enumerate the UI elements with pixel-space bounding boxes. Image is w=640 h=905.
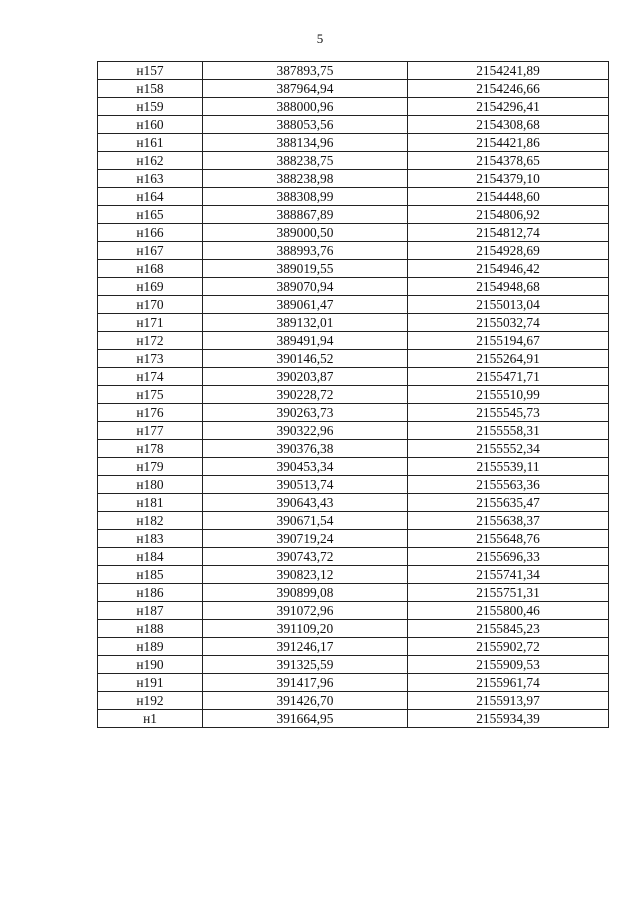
y-coordinate-cell: 2154421,86 bbox=[408, 134, 609, 152]
x-coordinate-cell: 389070,94 bbox=[203, 278, 408, 296]
table-row bbox=[98, 440, 609, 458]
table-row bbox=[98, 368, 609, 386]
point-name-cell: н166 bbox=[98, 224, 203, 242]
table-row bbox=[98, 674, 609, 692]
x-coordinate-cell: 388238,98 bbox=[203, 170, 408, 188]
y-coordinate-cell: 2154379,10 bbox=[408, 170, 609, 188]
x-coordinate-cell: 390643,43 bbox=[203, 494, 408, 512]
y-coordinate-cell: 2155471,71 bbox=[408, 368, 609, 386]
x-coordinate-cell: 390743,72 bbox=[203, 548, 408, 566]
point-name-cell: н176 bbox=[98, 404, 203, 422]
x-coordinate-cell: 390228,72 bbox=[203, 386, 408, 404]
point-name-cell: н186 bbox=[98, 584, 203, 602]
point-name-cell: н189 bbox=[98, 638, 203, 656]
table-row bbox=[98, 260, 609, 278]
y-coordinate-cell: 2154308,68 bbox=[408, 116, 609, 134]
table-row bbox=[98, 404, 609, 422]
y-coordinate-cell: 2155751,31 bbox=[408, 584, 609, 602]
y-coordinate-cell: 2155032,74 bbox=[408, 314, 609, 332]
point-name-cell: н1 bbox=[98, 710, 203, 728]
x-coordinate-cell: 389132,01 bbox=[203, 314, 408, 332]
x-coordinate-cell: 391109,20 bbox=[203, 620, 408, 638]
x-coordinate-cell: 389000,50 bbox=[203, 224, 408, 242]
point-name-cell: н170 bbox=[98, 296, 203, 314]
coordinates-table bbox=[97, 61, 609, 728]
y-coordinate-cell: 2155696,33 bbox=[408, 548, 609, 566]
y-coordinate-cell: 2154378,65 bbox=[408, 152, 609, 170]
point-name-cell: н178 bbox=[98, 440, 203, 458]
table-row bbox=[98, 494, 609, 512]
table-row bbox=[98, 80, 609, 98]
point-name-cell: н192 bbox=[98, 692, 203, 710]
table-row bbox=[98, 332, 609, 350]
y-coordinate-cell: 2155961,74 bbox=[408, 674, 609, 692]
x-coordinate-cell: 387893,75 bbox=[203, 62, 408, 80]
y-coordinate-cell: 2154928,69 bbox=[408, 242, 609, 260]
point-name-cell: н182 bbox=[98, 512, 203, 530]
y-coordinate-cell: 2155638,37 bbox=[408, 512, 609, 530]
y-coordinate-cell: 2155264,91 bbox=[408, 350, 609, 368]
point-name-cell: н173 bbox=[98, 350, 203, 368]
point-name-cell: н163 bbox=[98, 170, 203, 188]
y-coordinate-cell: 2155539,11 bbox=[408, 458, 609, 476]
table-row bbox=[98, 530, 609, 548]
x-coordinate-cell: 390671,54 bbox=[203, 512, 408, 530]
x-coordinate-cell: 390899,08 bbox=[203, 584, 408, 602]
x-coordinate-cell: 390203,87 bbox=[203, 368, 408, 386]
point-name-cell: н159 bbox=[98, 98, 203, 116]
table-row bbox=[98, 692, 609, 710]
table-row bbox=[98, 278, 609, 296]
y-coordinate-cell: 2155902,72 bbox=[408, 638, 609, 656]
table-row bbox=[98, 566, 609, 584]
x-coordinate-cell: 391426,70 bbox=[203, 692, 408, 710]
table-row bbox=[98, 710, 609, 728]
point-name-cell: н190 bbox=[98, 656, 203, 674]
point-name-cell: н162 bbox=[98, 152, 203, 170]
y-coordinate-cell: 2155194,67 bbox=[408, 332, 609, 350]
y-coordinate-cell: 2155563,36 bbox=[408, 476, 609, 494]
table-row bbox=[98, 170, 609, 188]
x-coordinate-cell: 390322,96 bbox=[203, 422, 408, 440]
y-coordinate-cell: 2155635,47 bbox=[408, 494, 609, 512]
x-coordinate-cell: 390453,34 bbox=[203, 458, 408, 476]
point-name-cell: н160 bbox=[98, 116, 203, 134]
point-name-cell: н175 bbox=[98, 386, 203, 404]
table-row bbox=[98, 548, 609, 566]
x-coordinate-cell: 391246,17 bbox=[203, 638, 408, 656]
y-coordinate-cell: 2154246,66 bbox=[408, 80, 609, 98]
y-coordinate-cell: 2155552,34 bbox=[408, 440, 609, 458]
y-coordinate-cell: 2154812,74 bbox=[408, 224, 609, 242]
y-coordinate-cell: 2154296,41 bbox=[408, 98, 609, 116]
table-row bbox=[98, 242, 609, 260]
x-coordinate-cell: 391072,96 bbox=[203, 602, 408, 620]
table-row bbox=[98, 620, 609, 638]
point-name-cell: н179 bbox=[98, 458, 203, 476]
x-coordinate-cell: 390146,52 bbox=[203, 350, 408, 368]
point-name-cell: н191 bbox=[98, 674, 203, 692]
x-coordinate-cell: 389061,47 bbox=[203, 296, 408, 314]
coordinates-table-body bbox=[98, 62, 609, 728]
x-coordinate-cell: 388993,76 bbox=[203, 242, 408, 260]
point-name-cell: н158 bbox=[98, 80, 203, 98]
table-row bbox=[98, 314, 609, 332]
table-row bbox=[98, 512, 609, 530]
x-coordinate-cell: 391417,96 bbox=[203, 674, 408, 692]
x-coordinate-cell: 390513,74 bbox=[203, 476, 408, 494]
y-coordinate-cell: 2155510,99 bbox=[408, 386, 609, 404]
table-row bbox=[98, 638, 609, 656]
table-row bbox=[98, 422, 609, 440]
table-row bbox=[98, 206, 609, 224]
point-name-cell: н172 bbox=[98, 332, 203, 350]
y-coordinate-cell: 2155545,73 bbox=[408, 404, 609, 422]
y-coordinate-cell: 2155648,76 bbox=[408, 530, 609, 548]
page-number: 5 bbox=[316, 31, 324, 46]
y-coordinate-cell: 2155741,34 bbox=[408, 566, 609, 584]
table-row bbox=[98, 152, 609, 170]
table-row bbox=[98, 386, 609, 404]
point-name-cell: н169 bbox=[98, 278, 203, 296]
y-coordinate-cell: 2155934,39 bbox=[408, 710, 609, 728]
y-coordinate-cell: 2154241,89 bbox=[408, 62, 609, 80]
y-coordinate-cell: 2155845,23 bbox=[408, 620, 609, 638]
x-coordinate-cell: 389019,55 bbox=[203, 260, 408, 278]
point-name-cell: н187 bbox=[98, 602, 203, 620]
point-name-cell: н168 bbox=[98, 260, 203, 278]
x-coordinate-cell: 389491,94 bbox=[203, 332, 408, 350]
y-coordinate-cell: 2154448,60 bbox=[408, 188, 609, 206]
point-name-cell: н177 bbox=[98, 422, 203, 440]
point-name-cell: н164 bbox=[98, 188, 203, 206]
y-coordinate-cell: 2155013,04 bbox=[408, 296, 609, 314]
point-name-cell: н167 bbox=[98, 242, 203, 260]
point-name-cell: н188 bbox=[98, 620, 203, 638]
y-coordinate-cell: 2155909,53 bbox=[408, 656, 609, 674]
y-coordinate-cell: 2154948,68 bbox=[408, 278, 609, 296]
table-row bbox=[98, 98, 609, 116]
x-coordinate-cell: 388053,56 bbox=[203, 116, 408, 134]
point-name-cell: н165 bbox=[98, 206, 203, 224]
table-row bbox=[98, 350, 609, 368]
table-row bbox=[98, 656, 609, 674]
table-row bbox=[98, 296, 609, 314]
point-name-cell: н171 bbox=[98, 314, 203, 332]
table-row bbox=[98, 224, 609, 242]
point-name-cell: н181 bbox=[98, 494, 203, 512]
x-coordinate-cell: 388238,75 bbox=[203, 152, 408, 170]
x-coordinate-cell: 388000,96 bbox=[203, 98, 408, 116]
table-row bbox=[98, 602, 609, 620]
x-coordinate-cell: 390263,73 bbox=[203, 404, 408, 422]
x-coordinate-cell: 387964,94 bbox=[203, 80, 408, 98]
y-coordinate-cell: 2154946,42 bbox=[408, 260, 609, 278]
y-coordinate-cell: 2155913,97 bbox=[408, 692, 609, 710]
table-row bbox=[98, 188, 609, 206]
point-name-cell: н185 bbox=[98, 566, 203, 584]
point-name-cell: н180 bbox=[98, 476, 203, 494]
x-coordinate-cell: 388134,96 bbox=[203, 134, 408, 152]
x-coordinate-cell: 391325,59 bbox=[203, 656, 408, 674]
table-row bbox=[98, 476, 609, 494]
point-name-cell: н183 bbox=[98, 530, 203, 548]
point-name-cell: н184 bbox=[98, 548, 203, 566]
point-name-cell: н157 bbox=[98, 62, 203, 80]
y-coordinate-cell: 2155558,31 bbox=[408, 422, 609, 440]
x-coordinate-cell: 390823,12 bbox=[203, 566, 408, 584]
point-name-cell: н161 bbox=[98, 134, 203, 152]
point-name-cell: н174 bbox=[98, 368, 203, 386]
y-coordinate-cell: 2155800,46 bbox=[408, 602, 609, 620]
x-coordinate-cell: 390376,38 bbox=[203, 440, 408, 458]
table-row bbox=[98, 458, 609, 476]
table-row bbox=[98, 584, 609, 602]
x-coordinate-cell: 388308,99 bbox=[203, 188, 408, 206]
table-row bbox=[98, 134, 609, 152]
table-row bbox=[98, 62, 609, 80]
x-coordinate-cell: 388867,89 bbox=[203, 206, 408, 224]
table-row bbox=[98, 116, 609, 134]
y-coordinate-cell: 2154806,92 bbox=[408, 206, 609, 224]
x-coordinate-cell: 391664,95 bbox=[203, 710, 408, 728]
x-coordinate-cell: 390719,24 bbox=[203, 530, 408, 548]
